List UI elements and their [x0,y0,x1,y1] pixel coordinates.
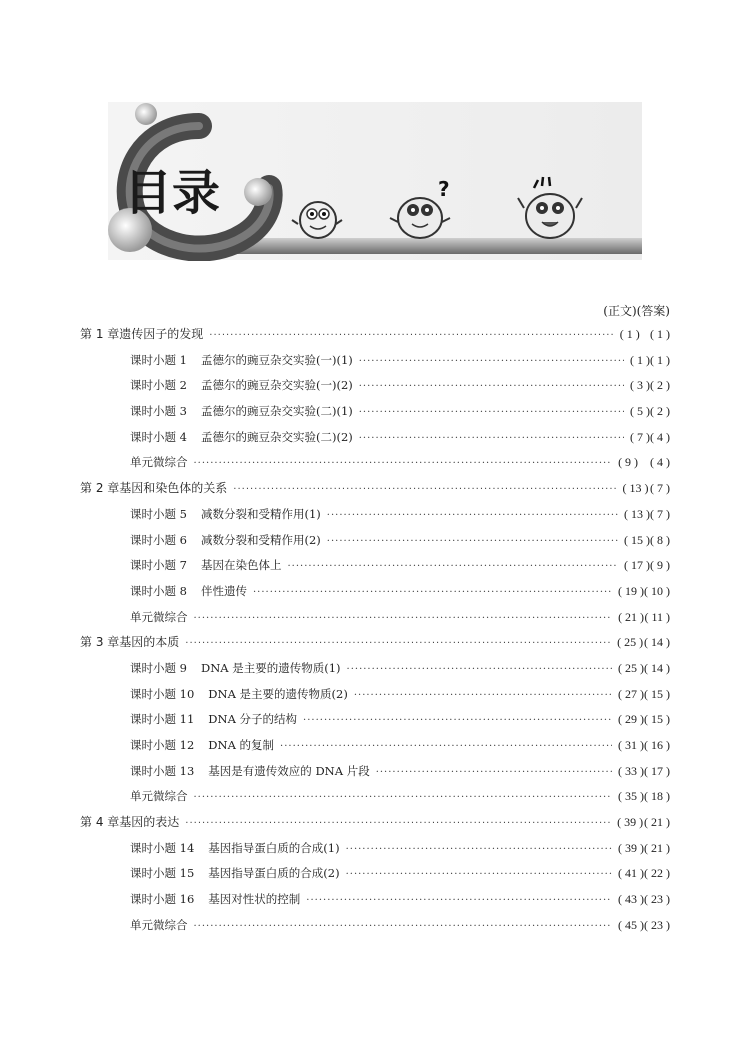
dot-leader [327,503,618,529]
chapter-title: 基因的表达 [119,815,180,830]
toc-lesson-row[interactable] [80,759,670,785]
toc-lesson-row[interactable] [80,425,670,451]
answer-page-number: ( 4 ) [650,429,670,444]
dot-leader [253,580,612,606]
dot-leader [194,914,613,940]
toc-lesson-row[interactable] [80,579,670,605]
answer-page-number: ( 7 ) [650,481,670,496]
page-numbers [618,733,670,759]
main-page-number: ( 25 ) [618,660,644,675]
lesson-title: 减数分裂和受精作用(2) [200,532,321,547]
page-numbers [617,810,670,836]
dot-leader [185,811,611,837]
dot-leader [354,683,612,709]
toc-lesson-row[interactable] [80,707,670,733]
chapter-label: 第 4 章 [80,815,120,830]
lesson-label: 课时小题 3 [130,404,187,419]
page-numbers [620,322,670,348]
lesson-title: 基因在染色体上 [200,558,282,573]
dot-leader [194,785,613,811]
toc-chapter-row[interactable] [80,810,670,836]
toc-banner [104,96,644,261]
lesson-label: 课时小题 4 [130,429,187,444]
dot-leader [306,888,612,914]
answer-page-number: ( 21 ) [644,815,670,830]
page-numbers [618,707,670,733]
dot-leader [327,529,618,555]
dot-leader [209,323,614,349]
dot-leader [359,426,624,452]
lesson-title: 基因指导蛋白质的合成(1) [208,840,340,855]
chapter-title: 遗传因子的发现 [119,327,204,341]
toc-lesson-row[interactable] [80,502,670,528]
answer-page-number: ( 9 ) [650,558,670,573]
unit-review-title: 单元微综合 [130,609,188,624]
page-numbers [618,450,670,476]
page-numbers [622,476,670,502]
page-numbers [618,605,670,631]
answer-page-number: ( 14 ) [644,660,670,675]
main-page-number: ( 33 ) [618,763,644,778]
toc-lesson-row[interactable] [80,656,670,682]
dot-leader [346,837,612,863]
main-page-number: ( 29 ) [618,712,644,727]
answer-page-number: ( 17 ) [644,763,670,778]
chapter-title: 基因的本质 [119,635,180,650]
lesson-label: 课时小题 2 [130,378,187,393]
dot-leader [359,374,624,400]
lesson-label: 课时小题 8 [130,583,187,598]
lesson-label: 课时小题 10 [130,686,195,701]
lesson-title: 孟德尔的豌豆杂交实验(二)(2) [200,429,353,444]
page-numbers [618,887,670,913]
main-page-number: ( 31 ) [618,738,644,752]
answer-page-number: ( 2 ) [650,404,670,419]
toc-chapter-row[interactable] [80,322,670,348]
lesson-title: DNA 是主要的遗传物质(2) [208,686,348,701]
toc-chapter-row[interactable] [80,476,670,502]
main-page-number: ( 43 ) [618,892,644,907]
lesson-title: 伴性遗传 [200,583,247,598]
unit-review-title: 单元微综合 [130,789,188,804]
toc-lesson-row[interactable] [80,836,670,862]
main-page-number: ( 35 ) [618,789,644,804]
toc-unit-row[interactable] [80,450,670,476]
lesson-title: 基因指导蛋白质的合成(2) [208,866,340,881]
page-numbers [618,656,670,682]
chapter-title: 基因和染色体的关系 [119,481,228,496]
answer-page-number: ( 22 ) [644,866,670,881]
page-numbers [618,913,670,939]
lesson-label: 课时小题 11 [130,712,195,727]
lesson-title: 基因是有遗传效应的 DNA 片段 [208,763,370,778]
chapter-label: 第 3 章 [80,635,120,650]
main-page-number: ( 15 ) [624,532,650,547]
lesson-title: DNA 分子的结构 [208,712,298,727]
page-numbers [618,784,670,810]
page-numbers [617,630,670,656]
dot-leader [194,606,613,632]
lesson-label: 课时小题 9 [130,660,187,675]
lesson-title: 基因对性状的控制 [208,892,301,907]
main-page-number: ( 39 ) [617,815,644,830]
page-numbers [630,373,670,399]
main-page-number: ( 19 ) [618,583,644,598]
main-page-number: ( 13 ) [624,506,650,521]
answer-page-number: ( 23 ) [644,917,670,932]
answer-page-number: ( 1 ) [650,327,670,341]
dot-leader [185,631,611,657]
page-numbers [618,682,670,708]
answer-page-number: ( 21 ) [644,840,670,855]
lesson-title: 孟德尔的豌豆杂交实验(一)(1) [200,352,353,367]
lesson-title: 孟德尔的豌豆杂交实验(二)(1) [200,404,353,419]
unit-review-title: 单元微综合 [130,455,188,470]
toc-lesson-row[interactable] [80,373,670,399]
answer-page-number: ( 10 ) [644,583,670,598]
main-page-number: ( 45 ) [618,917,644,932]
chapter-label: 第 1 章 [80,327,120,341]
lesson-label: 课时小题 15 [130,866,195,881]
lesson-title: DNA 是主要的遗传物质(1) [200,660,341,675]
toc-lesson-row[interactable] [80,528,670,554]
dot-leader [194,451,613,477]
page-numbers [624,502,670,528]
answer-page-number: ( 7 ) [650,506,670,521]
table-of-contents [80,322,670,939]
page-numbers [630,399,670,425]
dot-leader [233,477,616,503]
dot-leader [303,708,612,734]
lesson-title: DNA 的复制 [208,738,275,752]
main-page-number: ( 39 ) [618,840,644,855]
answer-page-number: ( 14 ) [644,635,670,650]
main-page-number: ( 21 ) [618,609,645,624]
toc-unit-row[interactable] [80,913,670,939]
answer-page-number: ( 8 ) [650,532,670,547]
answer-page-number: ( 1 ) [650,352,670,367]
page-numbers [630,425,670,451]
lesson-title: 孟德尔的豌豆杂交实验(一)(2) [200,378,353,393]
main-page-number: ( 1 ) [630,352,650,367]
answer-page-number: ( 23 ) [644,892,670,907]
lesson-label: 课时小题 1 [130,352,187,367]
main-page-number: ( 9 ) [618,455,639,470]
chapter-label: 第 2 章 [80,481,120,496]
main-page-number: ( 3 ) [630,378,650,393]
lesson-label: 课时小题 6 [130,532,187,547]
lesson-label: 课时小题 16 [130,892,195,907]
lesson-label: 课时小题 7 [130,558,187,573]
toc-lesson-row[interactable] [80,399,670,425]
lesson-label: 课时小题 5 [130,506,187,521]
answer-page-number: ( 2 ) [650,378,670,393]
main-page-number: ( 27 ) [618,686,644,701]
page-numbers [624,528,670,554]
lesson-label: 课时小题 12 [130,738,195,752]
page-columns-header: (正文)(答案) [603,304,670,318]
main-page-number: ( 17 ) [624,558,650,573]
unit-review-title: 单元微综合 [130,917,188,932]
main-page-number: ( 41 ) [618,866,644,881]
main-page-number: ( 7 ) [630,429,650,444]
main-page-number: ( 5 ) [630,404,650,419]
dot-leader [359,349,624,375]
lesson-label: 课时小题 13 [130,763,195,778]
lesson-label: 课时小题 14 [130,840,195,855]
toc-lesson-row[interactable] [80,553,670,579]
dot-leader [346,862,612,888]
dot-leader [280,734,612,760]
main-page-number: ( 25 ) [617,635,644,650]
page-title: 目录 [124,165,221,221]
dot-leader [359,400,624,426]
toc-lesson-row[interactable] [80,348,670,374]
toc-chapter-row[interactable] [80,630,670,656]
page-numbers [618,861,670,887]
toc-unit-row[interactable] [80,605,670,631]
toc-lesson-row[interactable] [80,861,670,887]
answer-page-number: ( 15 ) [644,686,670,701]
main-page-number: ( 13 ) [622,481,649,496]
toc-lesson-row[interactable] [80,733,670,759]
page-numbers [630,348,670,374]
answer-page-number: ( 11 ) [644,609,670,624]
svg-text:?: ? [438,177,450,201]
page-numbers [624,553,670,579]
dot-leader [347,657,612,683]
page-numbers [618,759,670,785]
answer-page-number: ( 16 ) [644,738,670,752]
page-numbers [618,836,670,862]
toc-lesson-row[interactable] [80,887,670,913]
lesson-title: 减数分裂和受精作用(1) [200,506,321,521]
toc-lesson-row[interactable] [80,682,670,708]
main-page-number: ( 1 ) [619,327,640,341]
toc-unit-row[interactable] [80,784,670,810]
answer-page-number: ( 4 ) [650,455,670,470]
dot-leader [376,760,612,786]
answer-page-number: ( 15 ) [644,712,670,727]
answer-page-number: ( 18 ) [644,789,670,804]
dot-leader [287,554,618,580]
page-numbers [618,579,670,605]
